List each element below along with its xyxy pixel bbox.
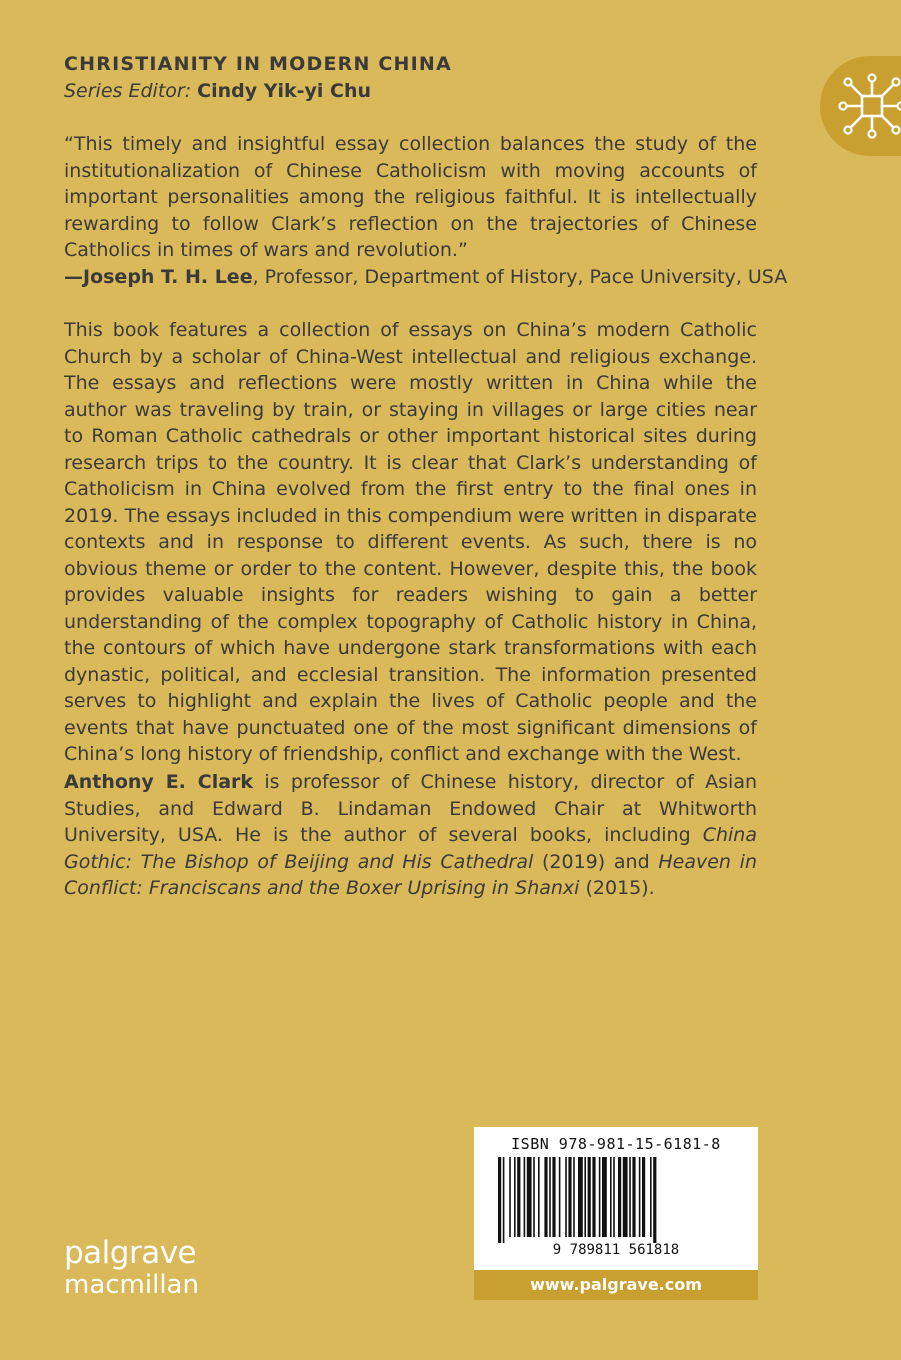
barcode-bar: [618, 1157, 621, 1237]
publisher-logo: [64, 1236, 199, 1300]
barcode-bar: [498, 1157, 501, 1243]
bio-text-2: (2019) and: [533, 850, 659, 873]
barcode-bar: [544, 1157, 547, 1237]
barcode-bar: [610, 1157, 612, 1237]
author-name: Anthony E. Clark: [64, 771, 254, 793]
endorsement-author: —Joseph T. H. Lee: [64, 266, 253, 288]
bio-text-3: (2015).: [579, 877, 655, 899]
barcode-bar: [592, 1157, 595, 1237]
bio-text-1: is professor of Chinese history, director of Asian Studies, and Edward B. Lindaman Endowed Chair at Whitworth University, USA. He is the author of several books, including: [64, 771, 758, 846]
barcode-bar: [527, 1157, 532, 1237]
series-editor: [64, 80, 371, 102]
barcode-bar: [559, 1157, 561, 1237]
isbn-label: ISBN 978-981-15-6181-8: [511, 1135, 721, 1153]
barcode-bar: [565, 1157, 567, 1237]
barcode-bar: [629, 1157, 631, 1237]
barcode-icon: [498, 1157, 734, 1243]
barcode-bar: [533, 1157, 535, 1237]
barcode-bar: [552, 1157, 555, 1237]
barcode-bar: [588, 1157, 591, 1237]
barcode-box: [474, 1127, 758, 1300]
palgrave-logo-icon: [837, 70, 901, 142]
barcode-bar: [602, 1157, 607, 1237]
publisher-name-line1: palgrave: [64, 1235, 197, 1271]
series-title: CHRISTIANITY IN MODERN CHINA: [64, 53, 452, 75]
barcode-bar: [623, 1157, 628, 1237]
barcode-bar: [514, 1157, 516, 1237]
author-bio: [64, 769, 757, 902]
barcode-bar: [538, 1157, 540, 1237]
series-editor-label: Series Editor:: [64, 80, 192, 102]
endorsement-attribution: [64, 264, 787, 291]
barcode-bar: [573, 1157, 575, 1237]
barcode-bar: [584, 1157, 586, 1237]
barcode-bar: [650, 1157, 652, 1237]
barcode-bar: [568, 1157, 571, 1237]
barcode-bar: [549, 1157, 551, 1237]
barcode-bar: [509, 1157, 511, 1237]
bio-book-1: China Gothic: The Bishop of Beijing and His Cathedral: [64, 824, 757, 873]
publisher-url: www.palgrave.com: [474, 1270, 758, 1300]
barcode-bar: [524, 1157, 526, 1237]
barcode-bar: [632, 1157, 635, 1237]
endorsement-quote: “This timely and insightful essay collection balances the study of the institutionalization of Chinese Catholicism with moving accounts of important personalities among the religious faithful. It is intellectually rewarding to follow Clark’s reflection on the trajectories of Chinese Catholics in times of wars and revolution.”: [64, 133, 757, 261]
book-description: This book features a collection of essays on China’s modern Catholic Church by a scholar of China-West intellectual and religious exchange. The essays and reflections were mostly written in China while the author was traveling by train, or staying in villages or large cities near to Roman Catholic cathedrals or other important historical sites during research trips to the country. It is clear that Clark’s understanding of Catholicism in China evolved from the first entry to the final ones in 2019. The essays included in this compendium were written in disparate contexts and in response to different events. As such, there is no obvious theme or order to the content. However, despite this, the book provides valuable insights for readers wishing to gain a better understanding of the complex topography of Catholic history in China, the contours of which have undergone stark transformations with each dynastic, political, and ecclesial transition. The information presented serves to highlight and explain the lives of Catholic people and the events that have punctuated one of the most significant dimensions of China’s long history of friendship, conflict and exchange with the West.: [64, 319, 757, 765]
barcode-bar: [613, 1157, 615, 1237]
series-editor-name: Cindy Yik-yi Chu: [197, 80, 372, 102]
publisher-name-line2: macmillan: [64, 1270, 199, 1300]
barcode-bar: [578, 1157, 583, 1237]
barcode-bar: [503, 1157, 505, 1243]
palgrave-logo-badge: [820, 56, 901, 156]
barcode-digits: 9 789811 561818: [552, 1242, 680, 1258]
endorsement-affiliation: , Professor, Department of History, Pace University, USA: [252, 266, 788, 288]
barcode-bar: [653, 1157, 656, 1243]
barcode-bar: [642, 1157, 645, 1237]
barcode-bar: [599, 1157, 601, 1237]
barcode-bar: [517, 1157, 520, 1237]
barcode-bar: [639, 1157, 641, 1237]
bio-book-2: Heaven in Conflict: Franciscans and the Boxer Uprising in Shanxi: [64, 850, 757, 899]
